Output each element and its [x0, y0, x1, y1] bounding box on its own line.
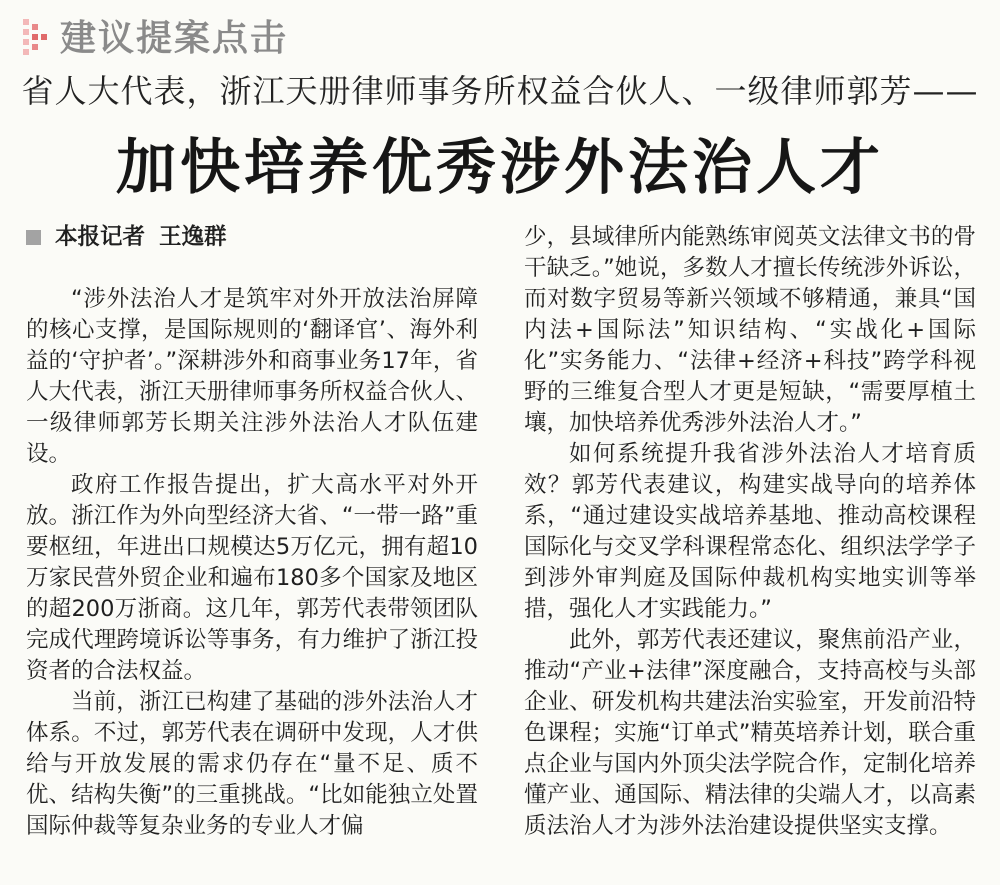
paragraph: “涉外法治人才是筑牢对外开放法治屏障的核心支撑，是国际规则的‘翻译官’、海外利益的‘守护者’。”深耕涉外和商事业务17年，省人大代表，浙江天册律师事务所权益合伙人、一级律师郭芳长期关注涉外法治人才队伍建设。: [26, 286, 478, 467]
article-subtitle: 省人大代表，浙江天册律师事务所权益合伙人、一级律师郭芳——: [21, 72, 979, 110]
byline: [26, 222, 478, 253]
paragraph: 政府工作报告提出，扩大高水平对外开放。浙江作为外向型经济大省、“一带一路”重要枢纽，年进出口规模达5万亿元，拥有超10万家民营外贸企业和遍布180多个国家及地区的超200万浙商。这几年，郭芳代表带领团队完成代理跨境诉讼等事务，有力维护了浙江投资者的合法权益。: [26, 472, 478, 684]
byline-author: 王逸群: [159, 224, 227, 250]
byline-square-icon: [26, 230, 41, 245]
byline-spacer: [26, 253, 478, 284]
paragraph: 当前，浙江已构建了基础的涉外法治人才体系。不过，郭芳代表在调研中发现，人才供给与开放发展的需求仍存在“量不足、质不优、结构失衡”的三重挑战。“比如能独立处置国际仲裁等复杂业务的专业人才偏: [26, 689, 478, 839]
right-column: [524, 222, 976, 842]
left-column: [26, 222, 478, 842]
article-headline: 加快培养优秀涉外法治人才: [116, 133, 884, 203]
column-head: [20, 10, 288, 60]
column-name: 建议提案点击: [60, 17, 289, 59]
paragraph: 此外，郭芳代表还建议，聚焦前沿产业，推动“产业+法律”深度融合，支持高校与头部企业、研发机构共建法治实验室，开发前沿特色课程；实施“订单式”精英培养计划，联合重点企业与国内外顶尖法学院合作，定制化培养懂产业、通国际、精法律的尖端人才，以高素质法治人才为涉外法治建设提供坚实支撑。: [524, 627, 976, 839]
dotted-arrow-icon: [20, 13, 50, 57]
paragraph: 如何系统提升我省涉外法治人才培育质效？郭芳代表建议，构建实战导向的培养体系，“通过建设实战培养基地、推动高校课程国际化与交叉学科课程常态化、组织法学学子到涉外审判庭及国际仲裁机构实地实训等举措，强化人才实践能力。”: [524, 441, 976, 622]
paragraph-continuation: 少，县域律所内能熟练审阅英文法律文书的骨干缺乏。”她说，多数人才擅长传统涉外诉讼，而对数字贸易等新兴领域不够精通，兼具“国内法+国际法”知识结构、“实战化+国际化”实务能力、“法律+经济+科技”跨学科视野的三维复合型人才更是短缺，“需要厚植土壤，加快培养优秀涉外法治人才。”: [524, 224, 976, 436]
byline-label: 本报记者: [55, 224, 146, 250]
